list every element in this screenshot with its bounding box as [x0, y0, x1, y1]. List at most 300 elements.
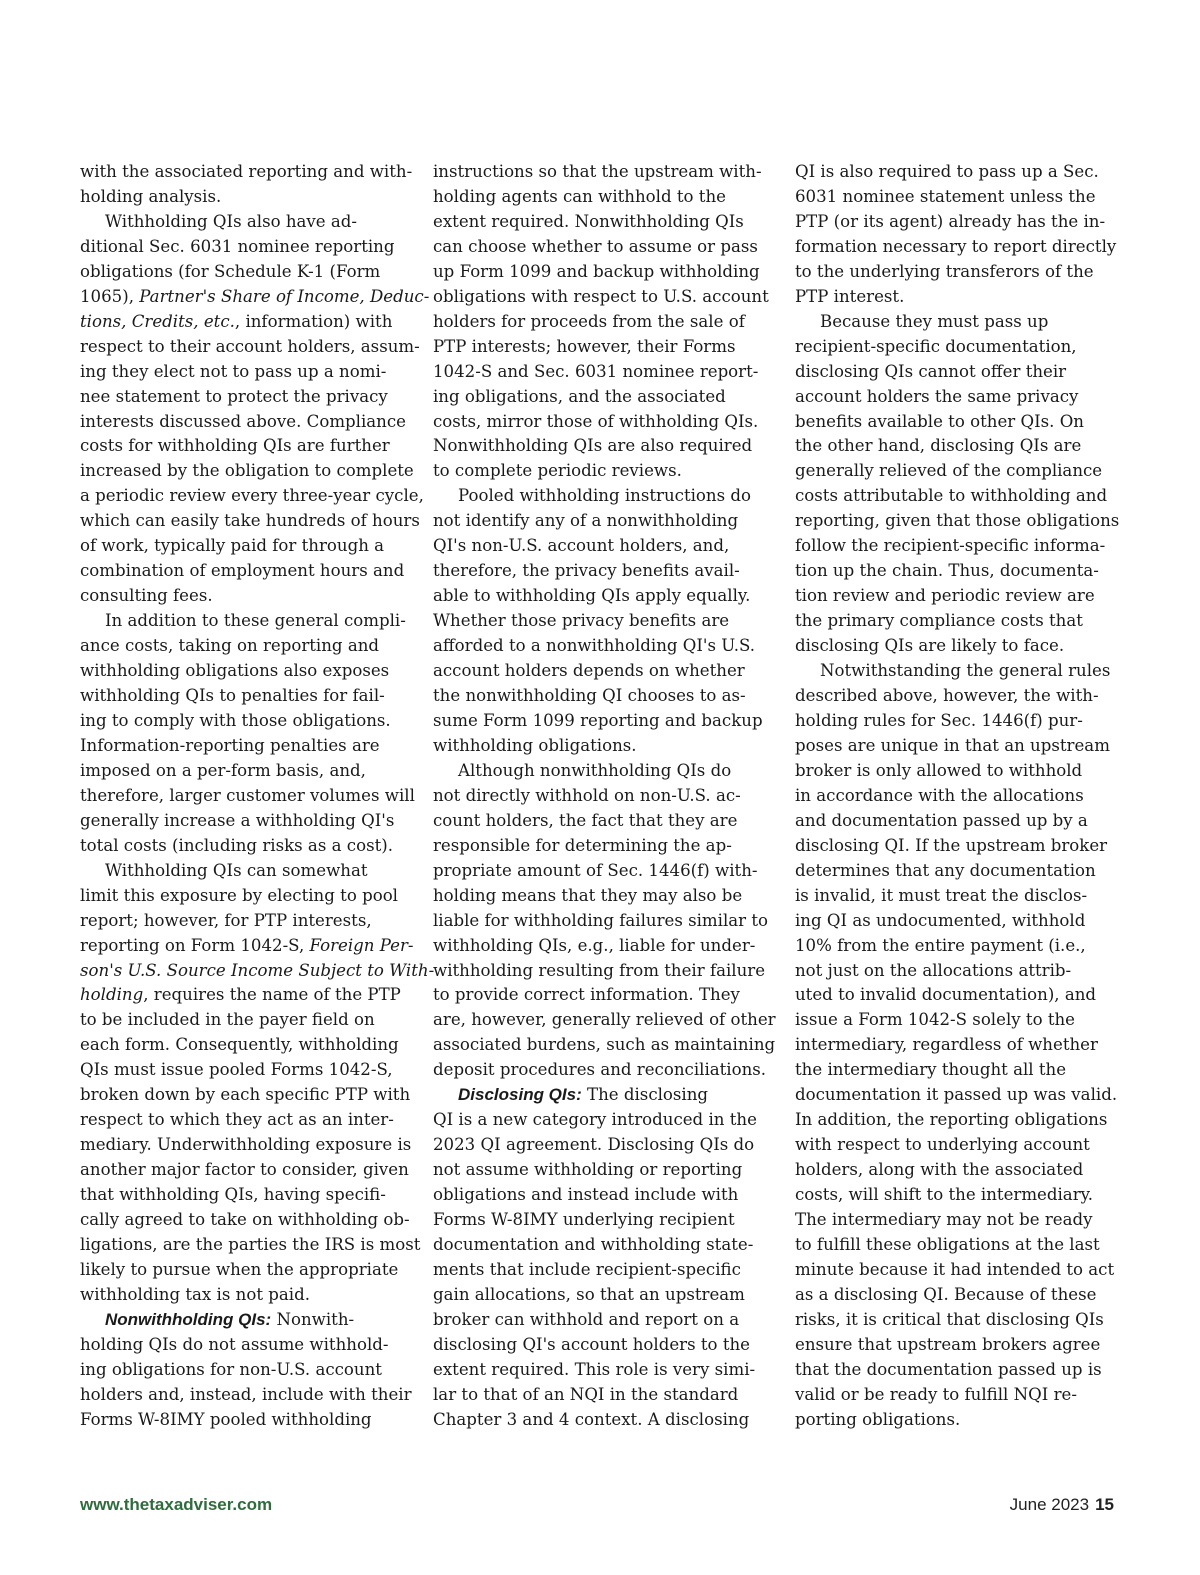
line-text: sume Form 1099 reporting and backup: [433, 710, 763, 730]
text-line: [433, 909, 769, 934]
text-line: [433, 1083, 765, 1108]
line-text: Withholding QIs can somewhat: [105, 860, 368, 880]
line-text: holding agents can withhold to the: [433, 186, 726, 206]
line-text: instructions so that the upstream with-: [433, 162, 762, 181]
line-text: not just on the allocations attrib-: [795, 960, 1072, 980]
text-line: [795, 1108, 1113, 1133]
text-line: [433, 734, 765, 759]
line-text: generally relieved of the compliance: [795, 461, 1103, 481]
text-line: [80, 235, 412, 260]
run-in-heading: Nonwithholding QIs:: [105, 1309, 272, 1329]
line-text: not directly withhold on non-U.S. ac-: [433, 785, 741, 805]
line-text: a periodic review every three-year cycle,: [80, 486, 424, 506]
line-text: porting obligations.: [795, 1409, 961, 1429]
text-line: [795, 1058, 1113, 1083]
text-line: [80, 1408, 412, 1433]
text-line: [80, 260, 412, 285]
text-line: [795, 1258, 1113, 1283]
line-text: cally agreed to take on withholding ob-: [80, 1210, 410, 1230]
line-text: 2023 QI agreement. Disclosing QIs do: [433, 1135, 755, 1155]
text-line: [795, 784, 1113, 809]
text-line: [80, 1333, 412, 1358]
line-text: account holders the same privacy: [795, 386, 1079, 406]
line-text: increased by the obligation to complete: [80, 461, 414, 481]
text-line: [433, 260, 765, 285]
text-line: [433, 1008, 776, 1033]
text-line: [433, 335, 765, 360]
line-text: obligations and instead include with: [433, 1185, 739, 1205]
text-line: [80, 609, 412, 634]
text-line: [795, 909, 1113, 934]
text-line: [795, 459, 1113, 484]
line-text: minute because it had intended to act: [795, 1259, 1115, 1279]
text-line: [795, 210, 1113, 235]
text-line: [433, 410, 765, 435]
text-line: [795, 534, 1113, 559]
line-text: of work, typically paid for through a: [80, 536, 385, 556]
text-line: [433, 684, 765, 709]
line-text: account holders depends on whether: [433, 661, 745, 681]
text-line: [80, 1358, 412, 1383]
line-text: disclosing QI's account holders to the: [433, 1334, 750, 1354]
text-line: [433, 1208, 765, 1233]
line-text: limit this exposure by electing to pool: [80, 885, 398, 905]
line-text: The intermediary may not be ready: [795, 1210, 1093, 1230]
text-line: [80, 983, 412, 1008]
line-text: withholding resulting from their failure: [433, 960, 766, 980]
text-line: [80, 360, 412, 385]
line-text: ments that include recipient-specific: [433, 1259, 741, 1279]
footer-website-link[interactable]: www.thetaxadviser.com: [80, 1495, 273, 1514]
line-text: formation necessary to report directly: [795, 236, 1117, 256]
text-line: [795, 734, 1113, 759]
text-line: [795, 1233, 1113, 1258]
text-line: [80, 734, 412, 759]
line-text: broker is only allowed to withhold: [795, 760, 1083, 780]
line-text: each form. Consequently, withholding: [80, 1035, 399, 1055]
text-line: [433, 210, 765, 235]
text-line: [795, 1308, 1113, 1333]
text-line: [433, 1158, 765, 1183]
line-text: ing they elect not to pass up a nomi-: [80, 361, 387, 381]
line-text: gain allocations, so that an upstream: [433, 1284, 745, 1304]
text-line: [433, 1408, 765, 1433]
text-line: [80, 584, 412, 609]
line-text: holders, along with the associated: [795, 1160, 1084, 1180]
line-text: 10% from the entire payment (i.e.,: [795, 935, 1086, 955]
text-line: [795, 310, 1113, 335]
line-text: PTP interest.: [795, 286, 905, 306]
text-line: [795, 235, 1117, 260]
line-text: up Form 1099 and backup withholding: [433, 261, 760, 281]
line-text: can choose whether to assume or pass: [433, 236, 758, 256]
text-line: [433, 1383, 765, 1408]
text-line: [433, 809, 765, 834]
text-line: [795, 859, 1113, 884]
line-text: respect to their account holders, assum-: [80, 336, 420, 356]
text-line: [795, 335, 1113, 360]
line-text: Information-reporting penalties are: [80, 735, 380, 755]
text-line: [80, 1083, 412, 1108]
text-line: [795, 659, 1113, 684]
line-text: ligations, are the parties the IRS is most: [80, 1234, 421, 1254]
line-text: broken down by each specific PTP with: [80, 1085, 411, 1105]
line-text: risks, it is critical that disclosing QIs: [795, 1309, 1104, 1329]
line-text: The disclosing: [581, 1085, 709, 1105]
text-line: [795, 1008, 1113, 1033]
text-line: [80, 1008, 412, 1033]
line-text: broker can withhold and report on a: [433, 1309, 740, 1329]
line-text: therefore, the privacy benefits avail-: [433, 561, 740, 581]
line-text: disclosing QIs are likely to face.: [795, 636, 1065, 656]
line-text: tion review and periodic review are: [795, 586, 1095, 606]
text-line: [80, 659, 412, 684]
line-text: another major factor to consider, given: [80, 1160, 409, 1180]
text-line: [795, 884, 1113, 909]
text-line: [433, 759, 765, 784]
line-text: lar to that of an NQI in the standard: [433, 1384, 739, 1404]
line-text: therefore, larger customer volumes will: [80, 785, 415, 805]
line-text: costs, mirror those of withholding QIs.: [433, 411, 759, 431]
text-line: [433, 959, 765, 984]
text-line: [80, 1183, 412, 1208]
italic-title: tions, Credits, etc.: [80, 311, 235, 331]
text-line: [433, 160, 765, 185]
line-text: as a disclosing QI. Because of these: [795, 1284, 1097, 1304]
footer-folio: [1010, 1493, 1114, 1517]
page-number: 15: [1095, 1495, 1114, 1514]
text-line: [80, 634, 412, 659]
line-text: ing QI as undocumented, withhold: [795, 910, 1086, 930]
line-text: in accordance with the allocations: [795, 785, 1084, 805]
text-line: [795, 1333, 1113, 1358]
line-text: , requires the name of the PTP: [143, 985, 401, 1005]
text-line: [80, 434, 412, 459]
text-line: [80, 1133, 412, 1158]
line-text: the nonwithholding QI chooses to as-: [433, 686, 746, 706]
text-line: [80, 934, 412, 959]
line-text: propriate amount of Sec. 1446(f) with-: [433, 860, 758, 880]
line-text: count holders, the fact that they are: [433, 810, 738, 830]
text-line: [433, 1233, 765, 1258]
line-text: to complete periodic reviews.: [433, 461, 682, 481]
line-text: likely to pursue when the appropriate: [80, 1259, 399, 1279]
text-line: [433, 609, 765, 634]
text-line: [433, 459, 765, 484]
text-line: [433, 1058, 765, 1083]
line-text: Chapter 3 and 4 context. A disclosing: [433, 1409, 750, 1429]
text-line: [433, 709, 765, 734]
text-line: [433, 1133, 765, 1158]
text-line: [80, 859, 412, 884]
text-line: [795, 260, 1113, 285]
line-text: withholding QIs to penalties for fail-: [80, 686, 385, 706]
issue-date: June 2023: [1009, 1495, 1090, 1514]
text-line: [80, 509, 420, 534]
line-text: uted to invalid documentation), and: [795, 985, 1097, 1005]
line-text: withholding obligations.: [433, 735, 637, 755]
line-text: intermediary, regardless of whether: [795, 1035, 1098, 1055]
line-text: to fulfill these obligations at the last: [795, 1234, 1100, 1254]
line-text: that withholding QIs, having specifi-: [80, 1185, 386, 1205]
text-line: [433, 983, 765, 1008]
text-line: [433, 884, 765, 909]
text-line: [433, 285, 769, 310]
text-line: [433, 235, 765, 260]
text-line: [433, 584, 765, 609]
text-line: [80, 534, 412, 559]
line-text: interests discussed above. Compliance: [80, 411, 406, 431]
text-line: [433, 934, 765, 959]
text-line: [795, 1183, 1113, 1208]
line-text: the primary compliance costs that: [795, 611, 1083, 631]
text-line: [795, 385, 1113, 410]
text-line: [80, 559, 412, 584]
text-line: [433, 559, 765, 584]
text-line: [433, 534, 765, 559]
text-line: [795, 1358, 1113, 1383]
line-text: reporting, given that those obligations: [795, 511, 1120, 531]
line-text: Withholding QIs also have ad-: [105, 211, 358, 231]
line-text: the other hand, disclosing QIs are: [795, 436, 1082, 456]
text-line: [433, 1333, 765, 1358]
text-line: [795, 160, 1113, 185]
text-line: [795, 1383, 1113, 1408]
text-line: [795, 709, 1113, 734]
text-line: [795, 609, 1113, 634]
text-line: [795, 934, 1113, 959]
line-text: withholding tax is not paid.: [80, 1284, 310, 1304]
line-text: Whether those privacy benefits are: [433, 611, 730, 631]
text-line: [80, 1158, 412, 1183]
line-text: ing obligations, and the associated: [433, 386, 726, 406]
line-text: 1042-S and Sec. 6031 nominee report-: [433, 361, 759, 381]
line-text: obligations with respect to U.S. account: [433, 286, 769, 306]
text-line: [795, 285, 1113, 310]
text-line: [433, 385, 765, 410]
line-text: ing obligations for non-U.S. account: [80, 1359, 382, 1379]
text-line: [795, 360, 1113, 385]
text-line: [795, 1033, 1113, 1058]
line-text: able to withholding QIs apply equally.: [433, 586, 751, 606]
line-text: deposit procedures and reconciliations.: [433, 1060, 767, 1080]
line-text: PTP interests; however, their Forms: [433, 336, 736, 356]
line-text: Nonwith-: [271, 1309, 355, 1329]
line-text: with respect to underlying account: [795, 1135, 1090, 1155]
article-column-2: [433, 160, 776, 1433]
line-text: determines that any documentation: [795, 860, 1096, 880]
line-text: holders and, instead, include with their: [80, 1384, 412, 1404]
text-line: [795, 1133, 1113, 1158]
text-line: [795, 983, 1113, 1008]
text-line: [795, 1208, 1113, 1233]
text-line: [433, 1308, 765, 1333]
line-text: liable for withholding failures similar to: [433, 910, 769, 930]
line-text: Nonwithholding QIs are also required: [433, 436, 753, 456]
line-text: is invalid, it must treat the disclos-: [795, 885, 1088, 905]
line-text: consulting fees.: [80, 586, 213, 606]
text-line: [80, 1308, 412, 1333]
text-line: [433, 360, 765, 385]
text-line: [80, 210, 412, 235]
text-line: [795, 834, 1113, 859]
line-text: which can easily take hundreds of hours: [80, 511, 420, 531]
text-line: [80, 484, 424, 509]
line-text: QI's non-U.S. account holders, and,: [433, 536, 730, 556]
line-text: total costs (including risks as a cost).: [80, 835, 393, 855]
text-line: [795, 959, 1113, 984]
text-line: [80, 1258, 412, 1283]
line-text: documentation and withholding state-: [433, 1234, 754, 1254]
line-text: disclosing QI. If the upstream broker: [795, 835, 1108, 855]
line-text: In addition, the reporting obligations: [795, 1110, 1108, 1130]
italic-title: son's U.S. Source Income Subject to With-: [80, 960, 435, 980]
text-line: [80, 1233, 421, 1258]
line-text: obligations (for Schedule K-1 (Form: [80, 261, 381, 281]
line-text: 1065),: [80, 286, 140, 306]
text-line: [795, 1083, 1118, 1108]
text-line: [80, 784, 415, 809]
italic-title: holding: [80, 985, 144, 1005]
text-line: [795, 1158, 1113, 1183]
line-text: documentation it passed up was valid.: [795, 1085, 1118, 1105]
text-line: [433, 1283, 765, 1308]
text-line: [795, 434, 1113, 459]
line-text: not assume withholding or reporting: [433, 1160, 743, 1180]
article-column-3: [795, 160, 1120, 1433]
line-text: withholding obligations also exposes: [80, 661, 390, 681]
line-text: responsible for determining the ap-: [433, 835, 732, 855]
line-text: extent required. Nonwithholding QIs: [433, 211, 744, 231]
text-line: [795, 634, 1113, 659]
line-text: , information) with: [234, 311, 393, 331]
line-text: to provide correct information. They: [433, 985, 740, 1005]
line-text: not identify any of a nonwithholding: [433, 511, 739, 531]
text-line: [80, 709, 412, 734]
line-text: that the documentation passed up is: [795, 1359, 1102, 1379]
text-line: [795, 559, 1113, 584]
run-in-heading: Disclosing QIs:: [458, 1085, 582, 1105]
line-text: Forms W-8IMY pooled withholding: [80, 1409, 372, 1429]
line-text: recipient-specific documentation,: [795, 336, 1077, 356]
line-text: afforded to a nonwithholding QI's U.S.: [433, 636, 756, 656]
text-line: [433, 659, 765, 684]
italic-title: Foreign Per-: [309, 935, 414, 955]
line-text: issue a Form 1042-S solely to the: [795, 1010, 1076, 1030]
text-line: [433, 634, 765, 659]
text-line: [433, 1033, 776, 1058]
line-text: In addition to these general compli-: [105, 611, 406, 631]
line-text: are, however, generally relieved of other: [433, 1010, 776, 1030]
text-line: [80, 160, 412, 185]
text-line: [80, 1208, 412, 1233]
italic-title: Partner's Share of Income, Deduc-: [139, 286, 430, 306]
text-line: [80, 759, 412, 784]
line-text: nee statement to protect the privacy: [80, 386, 388, 406]
line-text: holding QIs do not assume withhold-: [80, 1334, 389, 1354]
text-line: [80, 834, 412, 859]
line-text: costs, will shift to the intermediary.: [795, 1185, 1094, 1205]
text-line: [433, 1258, 765, 1283]
line-text: poses are unique in that an upstream: [795, 735, 1110, 755]
text-line: [795, 759, 1113, 784]
line-text: Although nonwithholding QIs do: [458, 760, 732, 780]
text-line: [433, 509, 765, 534]
line-text: mediary. Underwithholding exposure is: [80, 1135, 412, 1155]
text-line: [795, 185, 1113, 210]
line-text: the intermediary thought all the: [795, 1060, 1067, 1080]
text-line: [433, 859, 765, 884]
text-line: [795, 484, 1113, 509]
text-line: [795, 584, 1113, 609]
text-line: [433, 1183, 765, 1208]
line-text: respect to which they act as an inter-: [80, 1110, 394, 1130]
text-line: [80, 1033, 412, 1058]
text-line: [80, 410, 412, 435]
line-text: holding rules for Sec. 1446(f) pur-: [795, 710, 1083, 730]
line-text: and documentation passed up by a: [795, 810, 1088, 830]
text-line: [80, 1283, 412, 1308]
line-text: generally increase a withholding QI's: [80, 810, 395, 830]
line-text: benefits available to other QIs. On: [795, 411, 1084, 431]
text-line: [795, 809, 1113, 834]
article-column-1: [80, 160, 435, 1433]
text-line: [433, 784, 765, 809]
text-line: [80, 310, 412, 335]
text-line: [80, 285, 430, 310]
line-text: to be included in the payer field on: [80, 1010, 375, 1030]
text-line: [433, 1108, 765, 1133]
text-line: [80, 1108, 412, 1133]
line-text: QI is also required to pass up a Sec.: [795, 162, 1099, 181]
line-text: tion up the chain. Thus, documenta-: [795, 561, 1099, 581]
line-text: valid or be ready to fulfill NQI re-: [795, 1384, 1077, 1404]
line-text: imposed on a per-form basis, and,: [80, 760, 366, 780]
text-line: [80, 684, 412, 709]
text-line: [433, 310, 765, 335]
line-text: holding means that they may also be: [433, 885, 743, 905]
text-line: [80, 884, 412, 909]
line-text: withholding QIs, e.g., liable for under-: [433, 935, 756, 955]
text-line: [795, 1408, 1113, 1433]
text-line: [80, 809, 412, 834]
text-line: [433, 434, 765, 459]
text-line: [80, 459, 412, 484]
line-text: QI is a new category introduced in the: [433, 1110, 757, 1130]
text-line: [795, 509, 1120, 534]
line-text: ditional Sec. 6031 nominee reporting: [80, 236, 395, 256]
line-text: reporting on Form 1042-S,: [80, 935, 310, 955]
line-text: report; however, for PTP interests,: [80, 910, 372, 930]
text-line: [433, 185, 765, 210]
line-text: costs for withholding QIs are further: [80, 436, 390, 456]
line-text: extent required. This role is very simi-: [433, 1359, 756, 1379]
line-text: ensure that upstream brokers agree: [795, 1334, 1101, 1354]
text-line: [80, 185, 412, 210]
line-text: 6031 nominee statement unless the: [795, 186, 1096, 206]
text-line: [80, 335, 420, 360]
text-line: [795, 1283, 1113, 1308]
line-text: holding analysis.: [80, 186, 222, 206]
line-text: ance costs, taking on reporting and: [80, 636, 380, 656]
text-line: [795, 684, 1113, 709]
line-text: disclosing QIs cannot offer their: [795, 361, 1067, 381]
line-text: Notwithstanding the general rules: [820, 661, 1111, 681]
line-text: to the underlying transferors of the: [795, 261, 1094, 281]
line-text: Because they must pass up: [820, 311, 1049, 331]
line-text: described above, however, the with-: [795, 686, 1099, 706]
text-line: [80, 1058, 412, 1083]
